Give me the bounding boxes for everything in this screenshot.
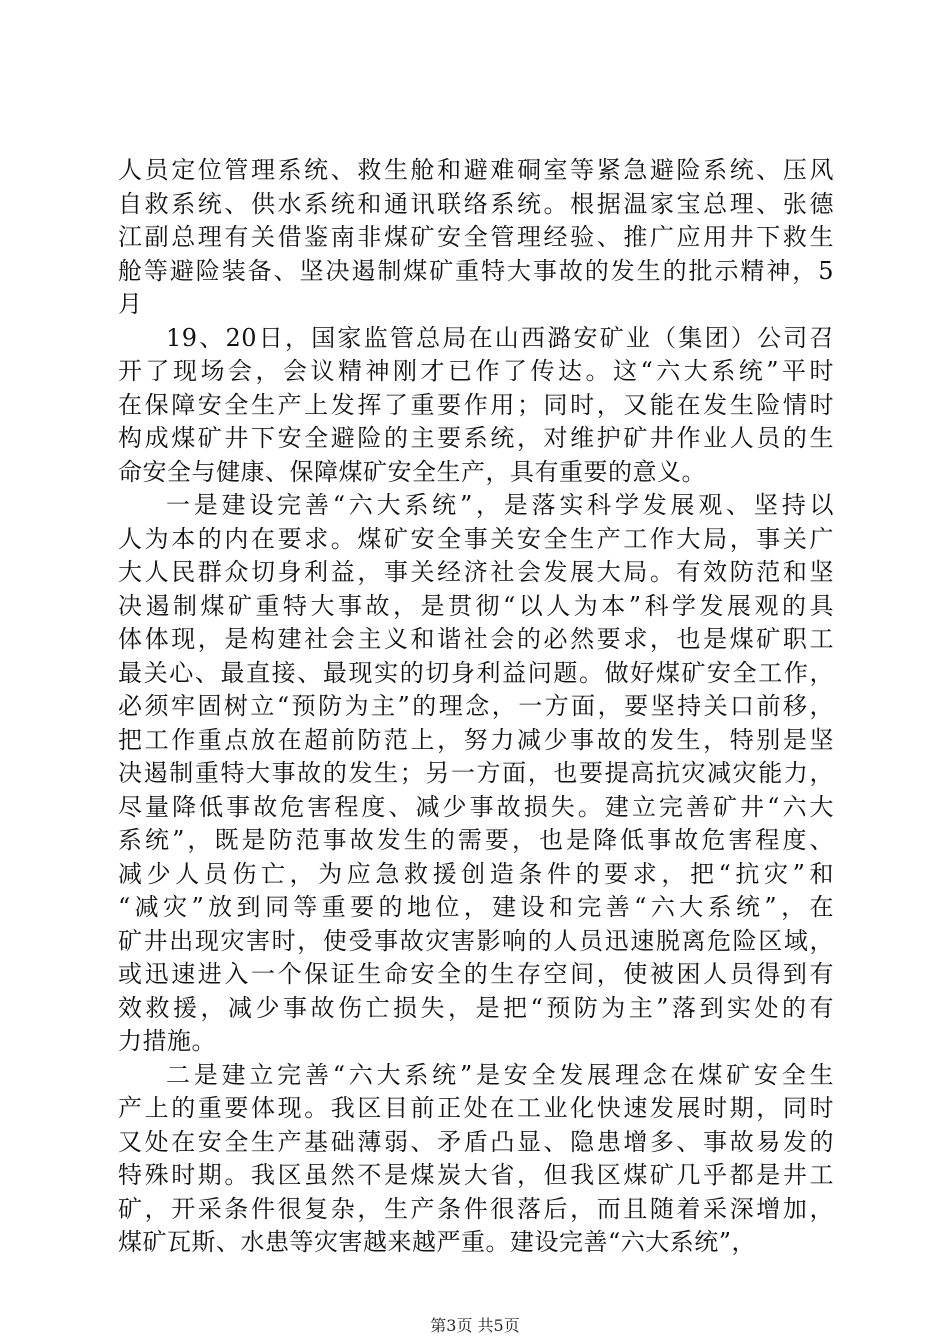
paragraph xyxy=(118,1059,834,1260)
text-line: 一是建设完善“六大系统”，是落实科学发展观、坚持以 xyxy=(166,491,834,519)
text-line: 必须牢固树立“预防为主”的理念，一方面，要坚持关口前移， xyxy=(118,692,834,720)
document-body xyxy=(118,154,834,1260)
text-line: 自救系统、供水系统和通讯联络系统。根据温家宝总理、张德 xyxy=(118,189,834,218)
text-line: 月 xyxy=(118,290,143,318)
text-line: 矿井出现灾害时，使受事故灾害影响的人员迅速脱离危险区域， xyxy=(118,926,834,955)
text-line: 尽量降低事故危害程度、减少事故损失。建立完善矿井“六大 xyxy=(118,792,834,821)
text-line: 人员定位管理系统、救生舱和避难硐室等紧急避险系统、压风 xyxy=(118,156,834,184)
text-line: 减少人员伤亡，为应急救援创造条件的要求，把“抗灾”和 xyxy=(118,859,834,888)
text-line: 19、20日，国家监管总局在山西潞安矿业（集团）公司召 xyxy=(166,323,834,352)
text-line: 决遏制煤矿重特大事故，是贯彻“以人为本”科学发展观的具 xyxy=(118,591,834,620)
text-line: 二是建立完善“六大系统”是安全发展理念在煤矿安全生 xyxy=(166,1060,834,1089)
paragraph xyxy=(118,154,834,322)
text-line: 力措施。 xyxy=(118,1027,216,1055)
text-line: 构成煤矿井下安全避险的主要系统，对维护矿井作业人员的生 xyxy=(118,424,834,452)
text-line: “减灾”放到同等重要的地位，建设和完善“六大系统”，在 xyxy=(118,893,834,921)
text-line: 把工作重点放在超前防范上，努力减少事故的发生，特别是坚 xyxy=(118,725,834,754)
text-line: 特殊时期。我区虽然不是煤炭大省，但我区煤矿几乎都是井工 xyxy=(118,1161,834,1189)
text-line: 体体现，是构建社会主义和谐社会的必然要求，也是煤矿职工 xyxy=(118,625,834,653)
text-line: 矿，开采条件很复杂，生产条件很落后，而且随着采深增加， xyxy=(118,1194,834,1223)
text-line: 效救援，减少事故伤亡损失，是把“预防为主”落到实处的有 xyxy=(118,993,834,1022)
text-line: 舱等避险装备、坚决遏制煤矿重特大事故的发生的批示精神，5 xyxy=(118,256,834,285)
text-line: 大人民群众切身利益，事关经济社会发展大局。有效防范和坚 xyxy=(118,558,834,586)
text-line: 人为本的内在要求。煤矿安全事关安全生产工作大局，事关广 xyxy=(118,524,834,553)
paragraph xyxy=(118,322,834,490)
text-line: 又处在安全生产基础薄弱、矛盾凸显、隐患增多、事故易发的 xyxy=(118,1127,834,1156)
text-line: 煤矿瓦斯、水患等灾害越来越严重。建设完善“六大系统”， xyxy=(118,1228,757,1256)
page-footer: 第3页 共5页 xyxy=(430,1316,520,1335)
text-line: 最关心、最直接、最现实的切身利益问题。做好煤矿安全工作， xyxy=(118,658,834,687)
text-line: 或迅速进入一个保证生命安全的生存空间，使被困人员得到有 xyxy=(118,960,834,988)
text-line: 系统”，既是防范事故发生的需要，也是降低事故危害程度、 xyxy=(118,826,834,854)
text-line: 在保障安全生产上发挥了重要作用；同时，又能在发生险情时 xyxy=(118,390,834,419)
text-line: 江副总理有关借鉴南非煤矿安全管理经验、推广应用井下救生 xyxy=(118,223,834,251)
text-line: 命安全与健康、保障煤矿安全生产，具有重要的意义。 xyxy=(118,457,706,486)
paragraph xyxy=(118,489,834,1059)
text-line: 产上的重要体现。我区目前正处在工业化快速发展时期，同时 xyxy=(118,1094,834,1122)
text-line: 开了现场会，会议精神刚才已作了传达。这“六大系统”平时 xyxy=(118,357,834,385)
text-line: 决遏制重特大事故的发生；另一方面，也要提高抗灾减灾能力， xyxy=(118,759,834,787)
